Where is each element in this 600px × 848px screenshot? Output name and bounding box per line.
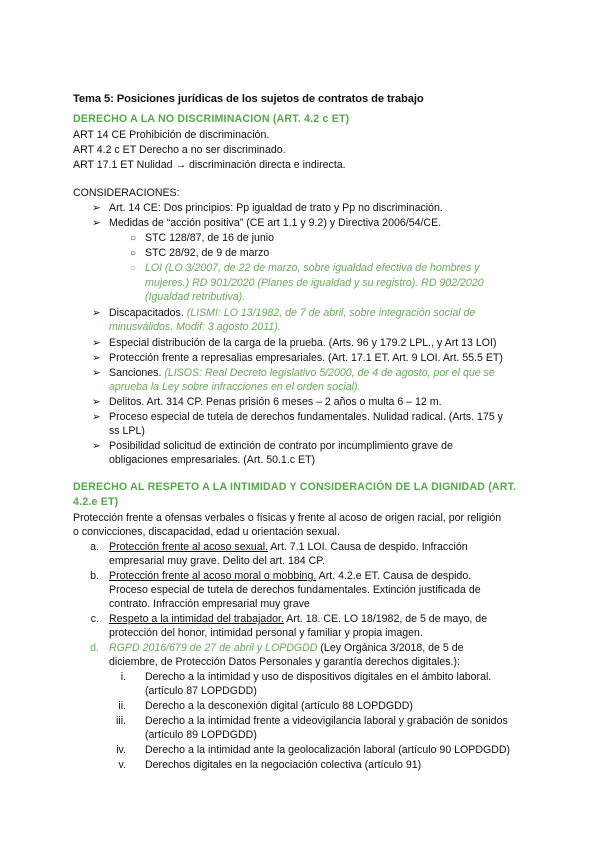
document-title: Tema 5: Posiciones jurídicas de los sujetos de contratos de trabajo — [73, 93, 424, 105]
roman-marker: ii. — [118, 700, 126, 712]
list-item-cont: contrato. Infracción empresarial muy grave — [109, 598, 310, 610]
list-item-cont: diciembre, de Protección Datos Personales y garantía derechos digitales.): — [109, 656, 460, 668]
list-marker: d. — [90, 642, 99, 654]
circle-bullet-icon: ○ — [130, 263, 137, 274]
list-item-cont: protección del honor, intimidad personal y familiar y propia imagen. — [109, 627, 423, 639]
bullet-item: Proceso especial de tutela de derechos fundamentales. Nulidad radical. (Arts. 175 y — [109, 411, 503, 423]
section-heading-intimidad: DERECHO AL RESPETO A LA INTIMIDAD Y CONSIDERACIÓN DE LA DIGNIDAD (ART. — [73, 481, 517, 493]
roman-item-cont: (artículo 89 LOPDGDD) — [145, 729, 257, 741]
arrow-bullet-icon: ➢ — [92, 307, 101, 319]
list-item-cont: empresarial muy grave. Delito del art. 184 CP. — [109, 555, 325, 567]
bullet-item-cont: obligaciones empresariales. (Art. 50.1.c ET) — [109, 454, 316, 466]
intro-line: o convicciones, discapacidad, edad u orientación sexual. — [73, 526, 340, 538]
roman-item: Derecho a la desconexión digital (artículo 88 LOPDGDD) — [145, 700, 413, 712]
section-heading-intimidad-cont: 4.2.e ET) — [73, 496, 119, 508]
roman-item: Derecho a la intimidad frente a videovigilancia laboral y grabación de sonidos — [145, 715, 508, 727]
roman-item: Derecho a la intimidad ante la geolocalización laboral (artículo 90 LOPDGDD) — [145, 744, 511, 756]
roman-item: Derecho a la intimidad y uso de dispositivos digitales en el ámbito laboral. — [145, 671, 492, 683]
circle-bullet-icon: ○ — [130, 233, 137, 244]
bullet-item: Posibilidad solicitud de extinción de contrato por incumplimiento grave de — [109, 440, 453, 452]
sub-bullet-item: STC 28/92, de 9 de marzo — [145, 247, 270, 259]
arrow-bullet-icon: ➢ — [92, 440, 101, 452]
list-marker: c. — [90, 613, 99, 625]
arrow-bullet-icon: ➢ — [92, 217, 101, 229]
list-item-rgpd: RGPD 2016/679 de 27 de abril y LOPDGDD (Ley Orgánica 3/2018, de 5 de — [109, 642, 464, 654]
section-heading-discriminacion: DERECHO A LA NO DISCRIMINACION (ART. 4.2 c ET) — [73, 113, 350, 125]
body-line: ART 4.2 c ET Derecho a no ser discriminado. — [73, 144, 286, 156]
roman-item: Derechos digitales en la negociación colectiva (artículo 91) — [145, 759, 422, 771]
bullet-item: Art. 14 CE: Dos principios: Pp igualdad de trato y Pp no discriminación. — [109, 202, 443, 214]
bullet-item-cont: minusválidos. Modif: 3 agosto 2011). — [109, 321, 281, 333]
list-marker: a. — [90, 541, 99, 553]
bullet-item-cont: ss LPL) — [109, 425, 145, 437]
roman-item-cont: (artículo 87 LOPDGDD) — [145, 685, 257, 697]
list-marker: b. — [90, 570, 99, 582]
list-item-intimidad: Respeto a la intimidad del trabajador. Art. 18. CE. LO 18/1982, de 5 de mayo, de — [109, 613, 488, 625]
sub-bullet-item-loi: LOI (LO 3/2007, de 22 de marzo, sobre igualdad efectiva de hombres y — [145, 262, 480, 274]
bullet-item-cont: aprueba la Ley sobre infracciones en el orden social). — [109, 381, 361, 393]
bullet-item: Protección frente a represalias empresariales. (Art. 17.1 ET. Art. 9 LOI. Art. 55.5 ET) — [109, 352, 503, 364]
bullet-item-discapacitados: Discapacitados. (LISMI: LO 13/1982, de 7 de abril, sobre integración social de — [109, 307, 476, 319]
sub-bullet-item-loi-cont: (Igualdad retributiva). — [145, 291, 246, 303]
body-line: ART 14 CE Prohibición de discriminación. — [73, 129, 270, 141]
circle-bullet-icon: ○ — [130, 248, 137, 259]
roman-marker: v. — [118, 759, 126, 771]
bullet-item-sanciones: Sanciones. (LISOS: Real Decreto legislativo 5/2000, de 4 de agosto, por el que se — [109, 367, 495, 379]
arrow-bullet-icon: ➢ — [92, 202, 101, 214]
roman-marker: iii. — [115, 715, 126, 727]
bullet-item: Medidas de “acción positiva” (CE art 1.1 y 9.2) y Directiva 2006/54/CE. — [109, 217, 442, 229]
list-item-acoso-moral: Protección frente al acoso moral o mobbing. Art. 4.2.e ET. Causa de despido. — [109, 570, 472, 582]
arrow-bullet-icon: ➢ — [92, 411, 101, 423]
sub-bullet-item: STC 128/87, de 16 de junio — [145, 232, 274, 244]
arrow-bullet-icon: ➢ — [92, 396, 101, 408]
bullet-item: Delitos. Art. 314 CP. Penas prisión 6 meses – 2 años o multa 6 – 12 m. — [109, 396, 442, 408]
roman-marker: i. — [120, 671, 126, 683]
intro-line: Protección frente a ofensas verbales o físicas y frente al acoso de origen racial, por religión — [73, 512, 502, 524]
body-line: ART 17.1 ET Nulidad → discriminación directa e indirecta. — [73, 159, 346, 171]
considerations-label: CONSIDERACIONES: — [73, 187, 180, 199]
list-item-acoso-sexual: Protección frente al acoso sexual. Art. 7.1 LOI. Causa de despido. Infracción — [109, 541, 468, 553]
arrow-bullet-icon: ➢ — [92, 337, 101, 349]
sub-bullet-item-loi-cont: mujeres.) RD 901/2020 (Planes de igualdad y su registro). RD 902/2020 — [145, 277, 484, 289]
arrow-bullet-icon: ➢ — [92, 367, 101, 379]
bullet-item: Especial distribución de la carga de la prueba. (Arts. 96 y 179.2 LPL., y Art 13 LOI) — [109, 337, 497, 349]
arrow-bullet-icon: ➢ — [92, 352, 101, 364]
list-item-cont: Proceso especial de tutela de derechos fundamentales. Extinción justificada de — [109, 584, 481, 596]
roman-marker: iv. — [116, 744, 126, 756]
